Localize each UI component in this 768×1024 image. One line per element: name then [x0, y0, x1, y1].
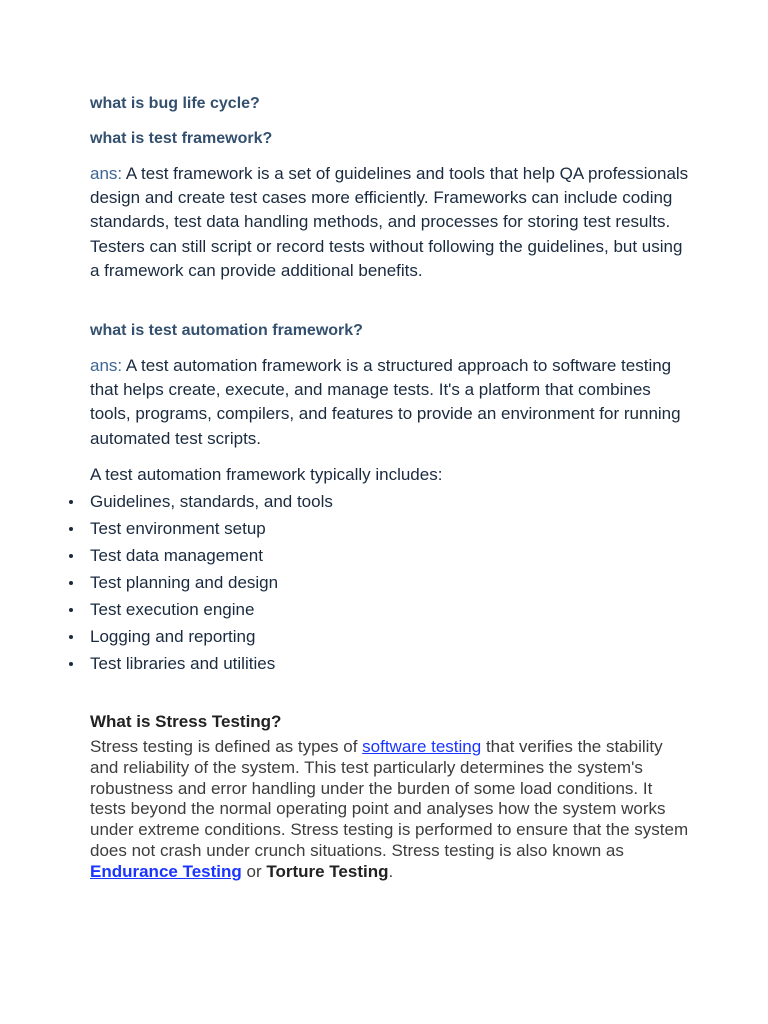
stress-testing-paragraph	[90, 737, 690, 883]
list-item-text: Guidelines, standards, and tools	[90, 492, 333, 511]
question-heading: what is test framework?	[90, 130, 273, 147]
list-item-text: Test planning and design	[90, 573, 279, 592]
paragraph-text: Stress testing is defined as types of	[90, 737, 363, 756]
question-heading: what is bug life cycle?	[90, 95, 260, 112]
answer-test-automation-framework	[90, 354, 690, 451]
list-item	[90, 492, 590, 519]
list-item	[90, 654, 590, 681]
bullet-icon	[69, 527, 73, 531]
intro-text: A test automation framework typically includes:	[90, 465, 443, 484]
list-item	[90, 573, 590, 600]
bullet-icon	[69, 635, 73, 639]
software-testing-link[interactable]: software testing	[362, 737, 482, 756]
list-item	[90, 519, 590, 546]
bullet-icon	[69, 500, 73, 504]
question-bug-life-cycle	[90, 94, 690, 114]
answer-paragraph	[90, 162, 690, 283]
torture-testing-term: Torture Testing	[266, 861, 389, 881]
section-heading: What is Stress Testing?	[90, 712, 282, 731]
paragraph-text: or	[241, 861, 267, 881]
answer-paragraph	[90, 354, 690, 451]
intro-line	[90, 463, 690, 487]
question-test-framework	[90, 129, 690, 149]
bullet-icon	[69, 581, 73, 585]
list-item	[90, 627, 590, 654]
list-item-text: Test environment setup	[90, 519, 266, 538]
list-item	[90, 600, 590, 627]
answer-prefix: ans:	[90, 164, 123, 183]
question-test-automation-framework	[90, 321, 690, 341]
list-item-text: Logging and reporting	[90, 627, 256, 646]
bullet-icon	[69, 662, 73, 666]
bullet-icon	[69, 554, 73, 558]
list-item	[90, 546, 590, 573]
question-heading: what is test automation framework?	[90, 322, 363, 339]
answer-test-framework	[90, 162, 690, 283]
list-item-text: Test data management	[90, 546, 263, 565]
stress-testing-section	[90, 712, 690, 883]
answer-text: A test framework is a set of guidelines and tools that help QA professionals design and create test cases more efficiently. Frameworks can include coding standards, test data handling methods, and processes for storing test results. Testers can still script or record tests without following the guidelines, but using a framework can provide additional benefits.	[90, 164, 689, 280]
answer-text: A test automation framework is a structured approach to software testing that helps create, execute, and manage tests. It's a platform that combines tools, programs, compilers, and features to provide an environment for running automated test scripts.	[90, 356, 681, 448]
paragraph-text: that verifies the stability and reliability of the system. This test particularly determines the system's robustness and error handling under the burden of some load conditions. It tests beyond the normal operating point and analyses how the system works under extreme conditions. Stress testing is performed to ensure that the system does not crash under crunch situations. Stress testing is also known as	[90, 737, 689, 860]
paragraph-text: .	[388, 861, 394, 881]
bullet-list	[90, 492, 590, 681]
list-item-text: Test libraries and utilities	[90, 654, 276, 673]
endurance-testing-link[interactable]: Endurance Testing	[90, 861, 242, 881]
answer-prefix: ans:	[90, 356, 123, 375]
bullet-icon	[69, 608, 73, 612]
list-item-text: Test execution engine	[90, 600, 255, 619]
